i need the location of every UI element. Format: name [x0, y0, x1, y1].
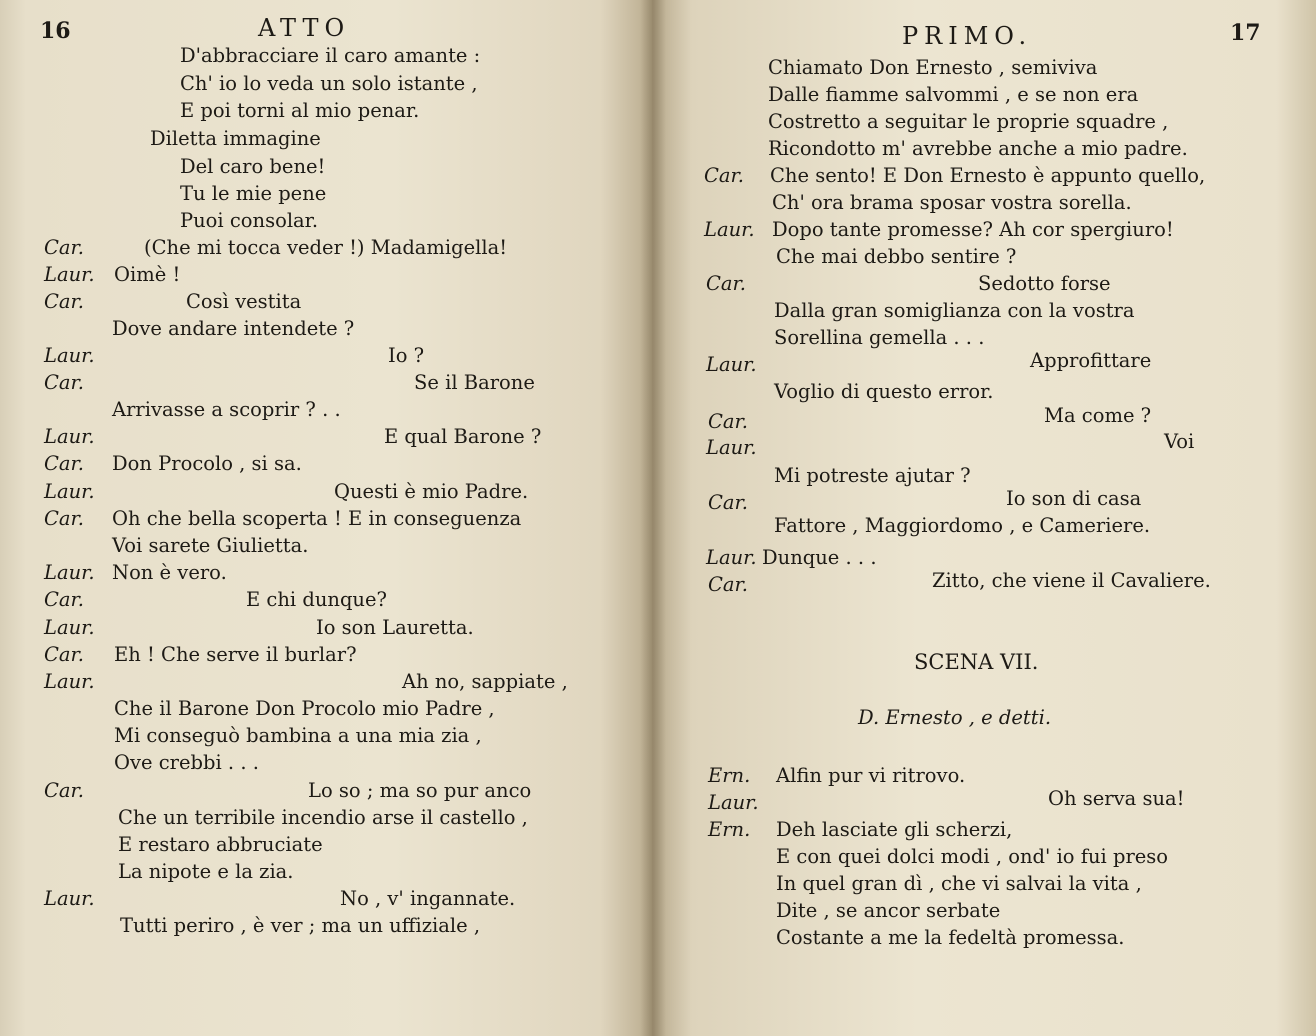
text-line: Sorellina gemella . . . [774, 326, 985, 349]
text-line: Arrivasse a scoprir ? . . [112, 398, 341, 421]
text-line: Io son Lauretta. [316, 616, 474, 639]
speaker-label: Laur. [706, 436, 757, 459]
speaker-label: Laur. [44, 425, 95, 448]
speaker-label: Laur. [706, 353, 757, 376]
speaker-label: Ern. [708, 764, 751, 787]
text-line: Che il Barone Don Procolo mio Padre , [114, 697, 495, 720]
text-line: Mi potreste ajutar ? [774, 464, 971, 487]
speaker-label: Car. [44, 588, 84, 611]
text-line: Sedotto forse [978, 272, 1111, 295]
text-line: Ah no, sappiate , [402, 670, 568, 693]
scene-characters: D. Ernesto , e detti. [858, 706, 1052, 729]
text-line: Lo so ; ma so pur anco [308, 779, 532, 802]
text-line: La nipote e la zia. [118, 860, 294, 883]
text-line: Eh ! Che serve il burlar? [114, 643, 357, 666]
speaker-label: Car. [708, 410, 748, 433]
text-line: Mi conseguò bambina a una mia zia , [114, 724, 482, 747]
text-line: Ricondotto m' avrebbe anche a mio padre. [768, 137, 1188, 160]
text-line: Ove crebbi . . . [114, 751, 259, 774]
text-line: Diletta immagine [150, 127, 321, 150]
text-line: E restaro abbruciate [118, 833, 323, 856]
speaker-label: Ern. [708, 818, 751, 841]
speaker-label: Laur. [44, 616, 95, 639]
text-line: E qual Barone ? [384, 425, 542, 448]
text-line: Che un terribile incendio arse il castello , [118, 806, 528, 829]
text-line: Tu le mie pene [180, 182, 327, 205]
speaker-label: Laur. [44, 263, 95, 286]
text-line: Dalle fiamme salvommi , e se non era [768, 83, 1139, 106]
text-line: Voi sarete Giulietta. [112, 534, 309, 557]
speaker-label: Car. [44, 290, 84, 313]
text-line: Ma come ? [1044, 404, 1152, 427]
text-line: Voglio di questo error. [774, 380, 994, 403]
text-line: Dove andare intendete ? [112, 317, 355, 340]
speaker-label: Car. [44, 779, 84, 802]
text-line: Del caro bene! [180, 155, 326, 178]
text-line: Che mai debbo sentire ? [776, 245, 1017, 268]
right-page [652, 0, 1316, 1036]
text-line: Fattore , Maggiordomo , e Cameriere. [774, 514, 1151, 537]
text-line: Questi è mio Padre. [334, 480, 529, 503]
text-line: Voi [1164, 430, 1195, 453]
text-line: (Che mi tocca veder !) Madamigella! [144, 236, 508, 259]
text-line: Dopo tante promesse? Ah cor spergiuro! [772, 218, 1174, 241]
text-line: Costante a me la fedeltà promessa. [776, 926, 1125, 949]
text-line: E chi dunque? [246, 588, 387, 611]
text-line: Chiamato Don Ernesto , semiviva [768, 56, 1098, 79]
text-line: Dunque . . . [762, 546, 877, 569]
speaker-label: Laur. [44, 344, 95, 367]
speaker-label: Car. [708, 491, 748, 514]
text-line: E poi torni al mio penar. [180, 99, 420, 122]
scene-heading: SCENA VII. [914, 650, 1039, 674]
text-line: Io ? [388, 344, 425, 367]
speaker-label: Car. [44, 643, 84, 666]
speaker-label: Car. [44, 371, 84, 394]
speaker-label: Laur. [704, 218, 755, 241]
text-line: No , v' ingannate. [340, 887, 516, 910]
text-line: Tutti periro , è ver ; ma un uffiziale , [120, 914, 481, 937]
book-gutter [640, 0, 666, 1036]
text-line: E con quei dolci modi , ond' io fui preso [776, 845, 1169, 868]
speaker-label: Car. [44, 236, 84, 259]
text-line: Se il Barone [414, 371, 535, 394]
text-line: Così vestita [186, 290, 302, 313]
text-line: Oimè ! [114, 263, 181, 286]
speaker-label: Laur. [706, 546, 757, 569]
text-line: Deh lasciate gli scherzi, [776, 818, 1013, 841]
text-line: Oh serva sua! [1048, 787, 1185, 810]
text-line: Alfin pur vi ritrovo. [776, 764, 966, 787]
text-line: Dite , se ancor serbate [776, 899, 1001, 922]
text-line: Che sento! E Don Ernesto è appunto quello, [770, 164, 1206, 187]
text-line: Ch' io lo veda un solo istante , [180, 72, 478, 95]
speaker-label: Laur. [44, 561, 95, 584]
text-line: Non è vero. [112, 561, 227, 584]
text-line: Oh che bella scoperta ! E in conseguenza [112, 507, 522, 530]
speaker-label: Car. [706, 272, 746, 295]
page-number: 17 [1230, 20, 1261, 46]
text-line: Approfittare [1030, 349, 1152, 372]
text-line: D'abbracciare il caro amante : [180, 44, 481, 67]
running-head: PRIMO. [902, 22, 1033, 50]
speaker-label: Laur. [44, 670, 95, 693]
speaker-label: Car. [44, 452, 84, 475]
speaker-label: Laur. [708, 791, 759, 814]
text-line: Zitto, che viene il Cavaliere. [932, 569, 1211, 592]
speaker-label: Car. [704, 164, 744, 187]
left-page [0, 0, 652, 1036]
text-line: Dalla gran somiglianza con la vostra [774, 299, 1135, 322]
text-line: Costretto a seguitar le proprie squadre , [768, 110, 1169, 133]
page-number: 16 [40, 18, 71, 44]
speaker-label: Car. [708, 573, 748, 596]
speaker-label: Laur. [44, 887, 95, 910]
text-line: In quel gran dì , che vi salvai la vita , [776, 872, 1142, 895]
speaker-label: Car. [44, 507, 84, 530]
running-head: ATTO [258, 14, 351, 42]
speaker-label: Laur. [44, 480, 95, 503]
text-line: Puoi consolar. [180, 209, 319, 232]
text-line: Ch' ora brama sposar vostra sorella. [772, 191, 1132, 214]
text-line: Don Procolo , si sa. [112, 452, 302, 475]
text-line: Io son di casa [1006, 487, 1142, 510]
